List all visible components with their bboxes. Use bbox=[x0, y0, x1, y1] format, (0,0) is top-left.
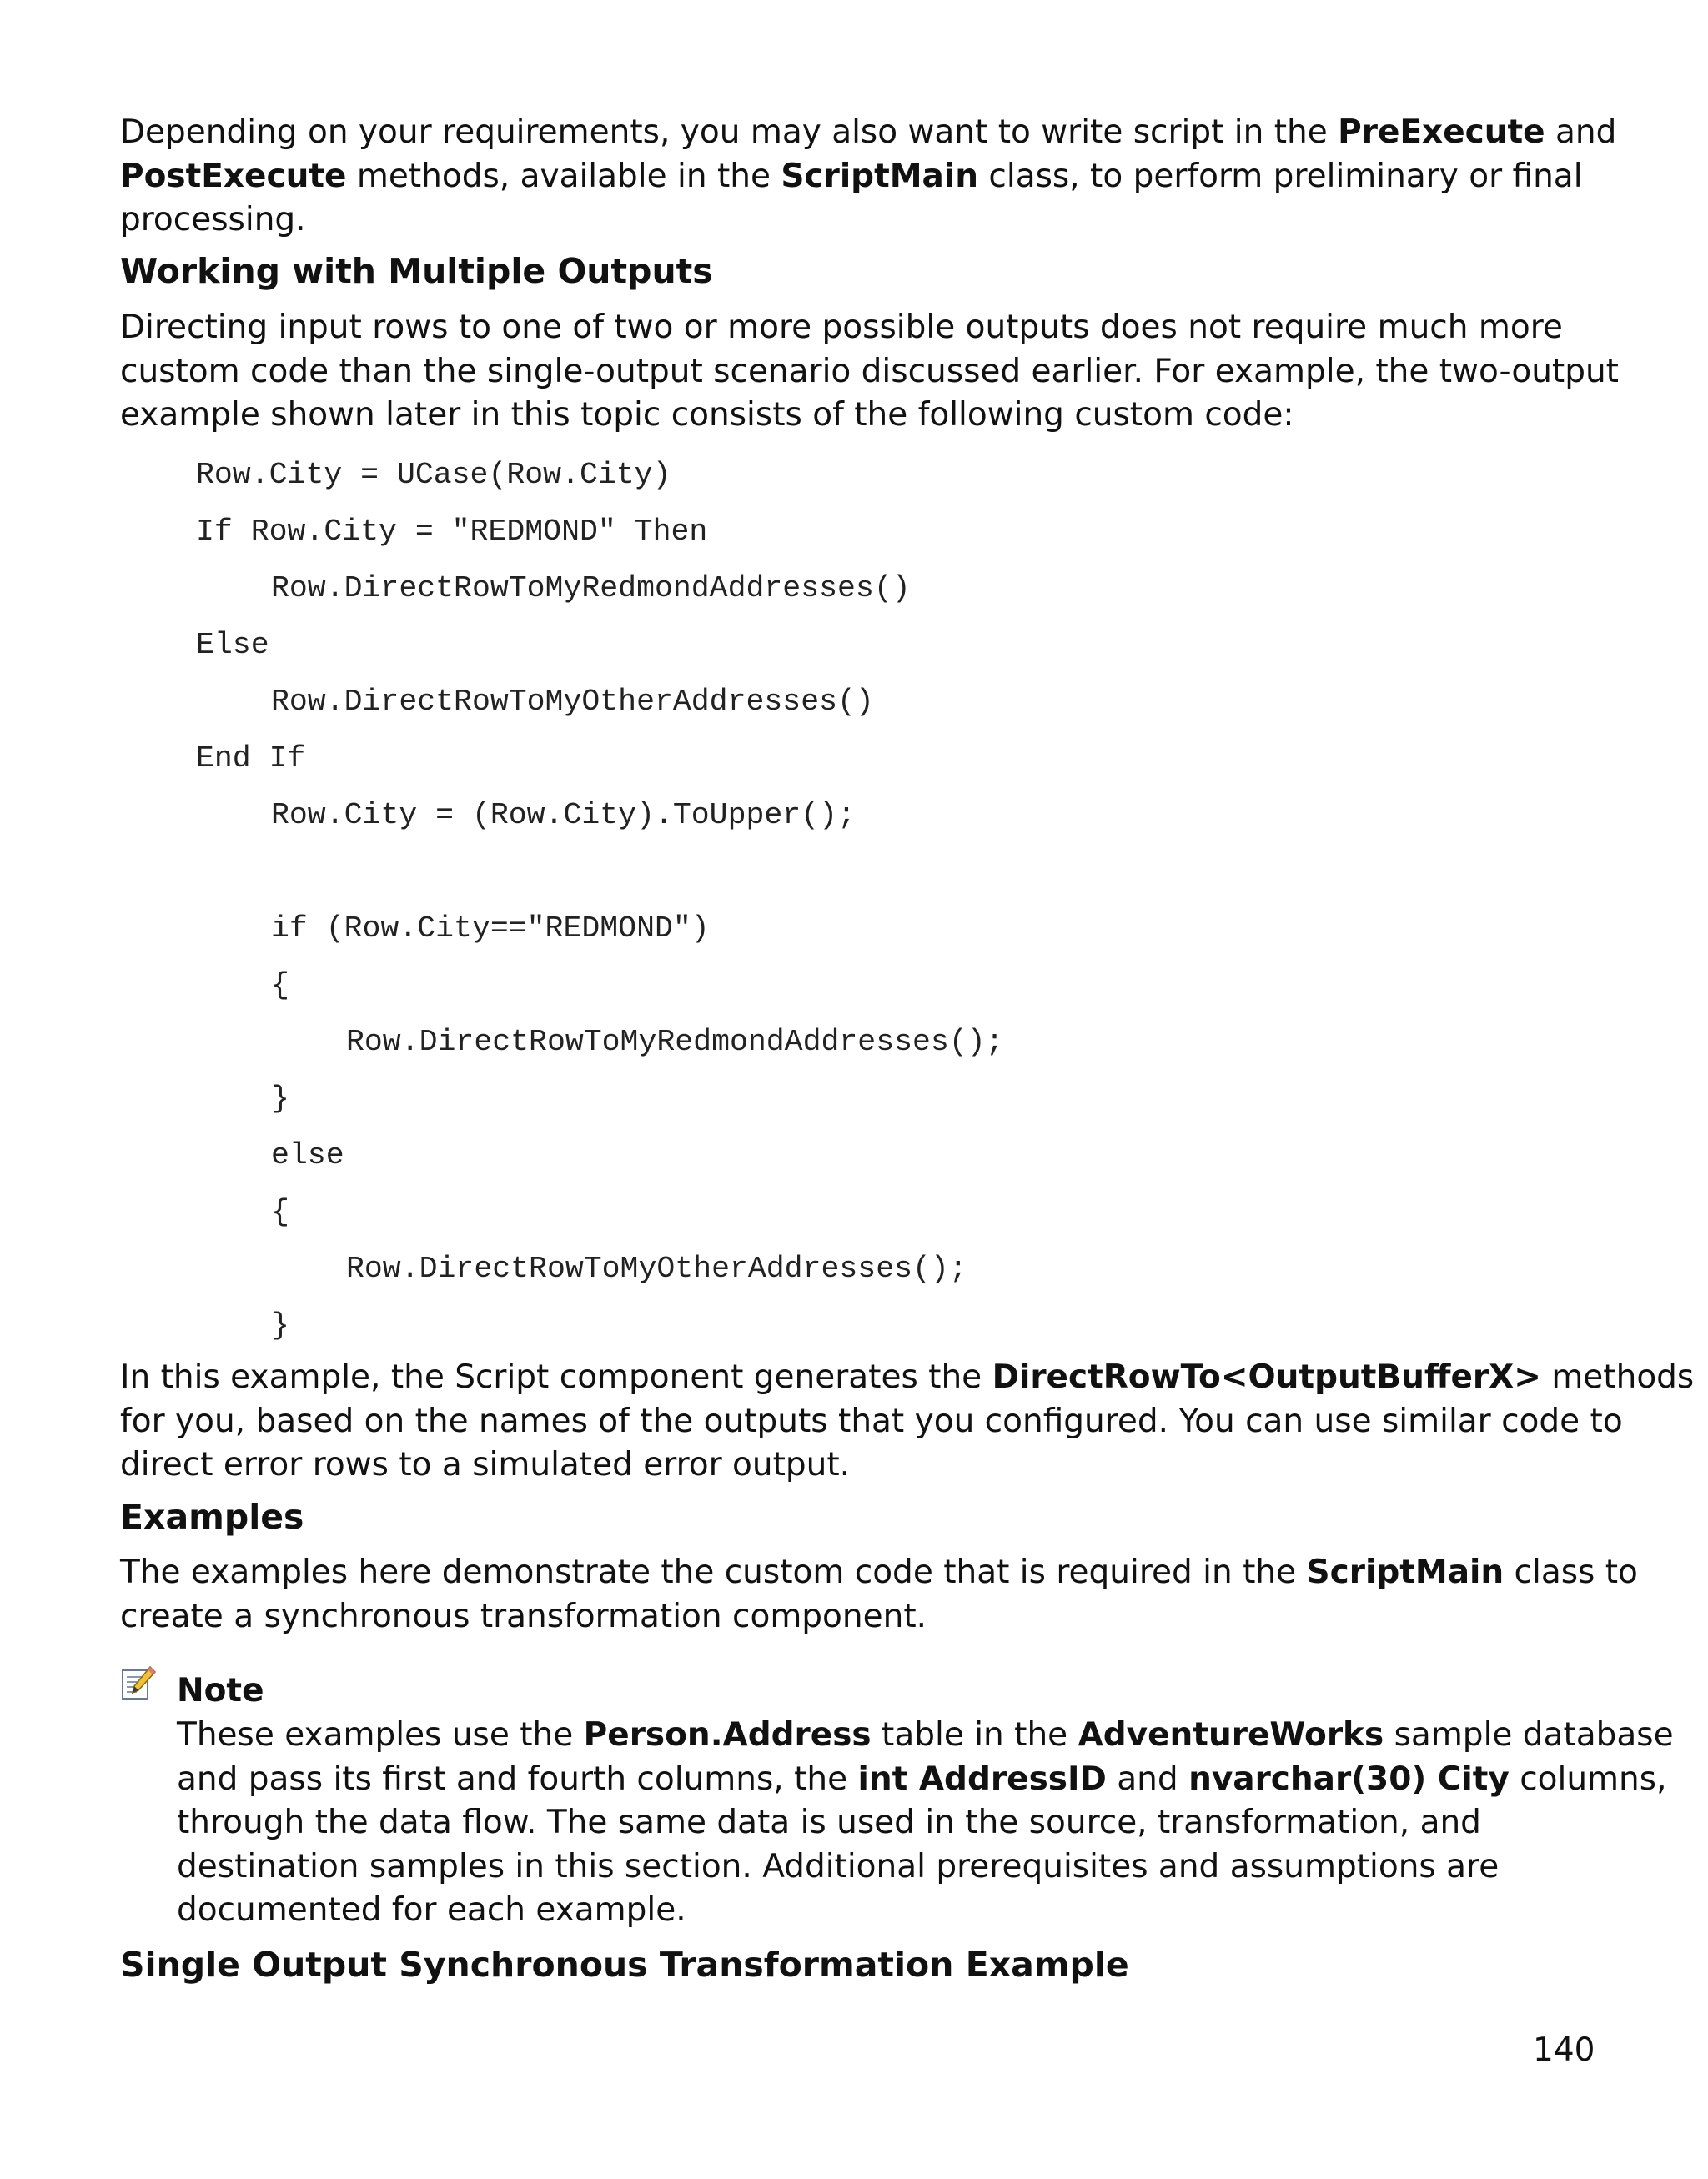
after-code-line-1: In this example, the Script component generates the DirectRowTo<OutputBufferX> methods bbox=[120, 1358, 1695, 1396]
intro-line-3: processing. bbox=[120, 201, 306, 238]
note-line-5: documented for each example. bbox=[177, 1891, 686, 1929]
code-line: Row.DirectRowToMyOtherAddresses(); bbox=[346, 1252, 967, 1286]
after-code-paragraph bbox=[120, 1356, 1695, 1488]
code-line: Row.DirectRowToMyRedmondAddresses() bbox=[271, 571, 911, 605]
addressid-term: int AddressID bbox=[857, 1760, 1107, 1798]
heading-examples: Examples bbox=[120, 1497, 304, 1537]
city-term: nvarchar(30) City bbox=[1188, 1760, 1510, 1798]
note-line-2: and pass its first and fourth columns, the int AddressID and nvarchar(30) City columns, bbox=[177, 1760, 1667, 1798]
examples-paragraph bbox=[120, 1551, 1638, 1639]
preexecute-term: PreExecute bbox=[1338, 113, 1545, 151]
heading-single-output-synchronous-transformation-example: Single Output Synchronous Transformation Example bbox=[120, 1945, 1129, 1985]
code-line: } bbox=[271, 1082, 289, 1116]
after-code-line-2: for you, based on the names of the outputs that you configured. You can use similar code to bbox=[120, 1402, 1623, 1440]
scriptmain-term: ScriptMain bbox=[781, 157, 979, 195]
multiple-outputs-paragraph bbox=[120, 306, 1619, 438]
intro-line-1: Depending on your requirements, you may also want to write script in the PreExecute and bbox=[120, 113, 1617, 151]
postexecute-term: PostExecute bbox=[120, 157, 347, 195]
person-address-term: Person.Address bbox=[583, 1716, 872, 1754]
code-line: { bbox=[271, 968, 289, 1002]
directrowto-term: DirectRowTo<OutputBufferX> bbox=[992, 1358, 1541, 1396]
adventureworks-term: AdventureWorks bbox=[1078, 1716, 1384, 1754]
code-line: If Row.City = "REDMOND" Then bbox=[196, 515, 708, 549]
code-line: Row.City = UCase(Row.City) bbox=[196, 458, 671, 492]
note-line-4: destination samples in this section. Additional prerequisites and assumptions are bbox=[177, 1847, 1500, 1885]
after-code-line-3: direct error rows to a simulated error output. bbox=[120, 1446, 851, 1484]
heading-working-with-multiple-outputs: Working with Multiple Outputs bbox=[120, 251, 713, 291]
code-line: Else bbox=[196, 628, 269, 662]
code-line: if (Row.City=="REDMOND") bbox=[271, 911, 710, 946]
examples-line-1: The examples here demonstrate the custom code that is required in the ScriptMain class to bbox=[120, 1554, 1638, 1591]
scriptmain-term: ScriptMain bbox=[1306, 1554, 1505, 1591]
multi-line-3: example shown later in this topic consists of the following custom code: bbox=[120, 396, 1294, 434]
code-line: End If bbox=[196, 741, 306, 776]
multi-line-2: custom code than the single-output scenario discussed earlier. For example, the two-output bbox=[120, 352, 1619, 390]
code-line: Row.DirectRowToMyOtherAddresses() bbox=[271, 685, 874, 719]
code-line: else bbox=[271, 1138, 344, 1172]
code-line: { bbox=[271, 1195, 289, 1229]
note-line-1: These examples use the Person.Address table in the AdventureWorks sample database bbox=[177, 1716, 1674, 1754]
page-number: 140 bbox=[1533, 2031, 1595, 2069]
intro-line-2: PostExecute methods, available in the ScriptMain class, to perform preliminary or final bbox=[120, 157, 1583, 195]
code-line: Row.City = (Row.City).ToUpper(); bbox=[271, 798, 856, 832]
code-line: Row.DirectRowToMyRedmondAddresses(); bbox=[346, 1025, 1004, 1059]
examples-line-2: create a synchronous transformation component. bbox=[120, 1597, 927, 1635]
note-pencil-icon bbox=[120, 1664, 157, 1701]
note-line-3: through the data flow. The same data is used in the source, transformation, and bbox=[177, 1804, 1481, 1841]
note-title: Note bbox=[177, 1672, 264, 1710]
note-body bbox=[177, 1714, 1674, 1933]
intro-paragraph bbox=[120, 111, 1617, 243]
code-line: } bbox=[271, 1308, 289, 1343]
multi-line-1: Directing input rows to one of two or more possible outputs does not require much more bbox=[120, 309, 1563, 346]
